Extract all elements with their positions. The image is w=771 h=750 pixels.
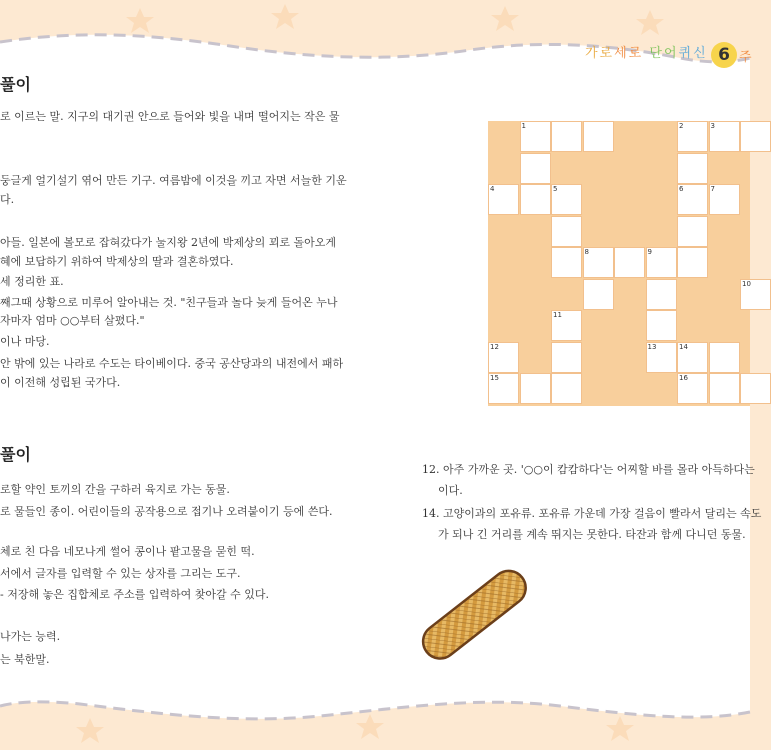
clue-line: - 저장해 놓은 집합체로 주소를 입력하여 찾아갈 수 있다.	[0, 588, 269, 601]
worksheet-title	[585, 42, 708, 61]
clue-line: 이다.	[438, 484, 463, 497]
grid-cell[interactable]	[551, 216, 582, 247]
grid-cell[interactable]	[740, 279, 771, 310]
clue-line: 로 물들인 종이. 어린이들의 공작용으로 접기나 오려붙이기 등에 쓴다.	[0, 505, 333, 518]
cell-number: 13	[647, 342, 657, 351]
title-part: 세로	[614, 46, 644, 61]
clue-line: 나가는 능력.	[0, 630, 61, 643]
clue-line: 이나 마당.	[0, 335, 50, 348]
cell-number: 16	[679, 374, 688, 382]
clue-line: 는 북한말.	[0, 653, 50, 666]
grid-cell[interactable]	[551, 247, 582, 278]
clue-line: 로할 약인 토끼의 간을 구하러 육지로 가는 동물.	[0, 483, 230, 496]
grid-cell[interactable]	[488, 342, 519, 373]
clue-14	[422, 507, 761, 521]
cell-number: 4	[490, 185, 495, 193]
grid-cell[interactable]	[583, 121, 614, 152]
clue-line: 서에서 글자를 입력할 수 있는 상자를 그리는 도구.	[0, 567, 241, 580]
grid-cell[interactable]	[677, 373, 708, 404]
clue-line: 로 이르는 말. 지구의 대기권 안으로 들어와 빛을 내며 떨어지는 작은 물	[0, 110, 340, 123]
crossword-grid	[488, 121, 750, 406]
down-section-title: 풀이	[0, 445, 31, 464]
grid-cell[interactable]	[740, 373, 771, 404]
cell-number: 12	[490, 342, 499, 351]
grid-cell[interactable]	[488, 373, 519, 404]
grid-cell[interactable]	[709, 373, 740, 404]
clue-12	[422, 463, 755, 477]
title-part: 단어	[649, 46, 679, 61]
grid-cell[interactable]	[551, 373, 582, 404]
grid-cell[interactable]	[646, 342, 677, 373]
clue-text: 고양이과의 포유류. 포유류 가운데 가장 걸음이 빨라서 달리는 속도	[443, 507, 762, 520]
cell-number: 7	[710, 185, 715, 193]
cell-number: 3	[710, 122, 715, 130]
clue-line: 이 이전해 성립된 국가다.	[0, 376, 121, 389]
grid-cell[interactable]	[677, 184, 708, 215]
cell-number: 6	[679, 185, 684, 193]
grid-cell[interactable]	[551, 121, 582, 152]
clue-number: 12.	[422, 463, 440, 476]
week-label: 주	[739, 50, 752, 65]
clue-line: 세 정리한 표.	[0, 275, 64, 288]
grid-cell[interactable]	[709, 342, 740, 373]
cell-number: 2	[679, 122, 684, 130]
clue-line: 아들. 일본에 볼모로 잡혀갔다가 눌지왕 2년에 박제상의 꾀로 돌아오게	[0, 236, 336, 249]
clue-line: 째그때 상황으로 미루어 알아내는 것. "친구들과 놀다 늦게 들어온 누나	[0, 296, 338, 309]
cell-number: 15	[490, 374, 499, 382]
clue-text: 아주 가까운 곳. '○○이 캄캄하다'는 어찌할 바를 몰라 아득하다는	[443, 463, 755, 476]
grid-cell[interactable]	[709, 121, 740, 152]
bamboo-mat-illustration	[412, 560, 537, 670]
grid-cell[interactable]	[551, 184, 582, 215]
grid-cell[interactable]	[740, 121, 771, 152]
clue-line: 가 되나 긴 거리를 계속 뛰지는 못한다. 타잔과 함께 다니던 동물.	[438, 528, 746, 541]
grid-cell[interactable]	[583, 247, 614, 278]
grid-cell[interactable]	[677, 247, 708, 278]
clue-line: 체로 친 다음 네모나게 썰어 콩이나 팥고물을 묻힌 떡.	[0, 545, 255, 558]
clue-line: 둥글게 얼기설기 엮어 만든 기구. 여름밤에 이것을 끼고 자면 서늘한 기운	[0, 174, 347, 187]
grid-cell[interactable]	[646, 279, 677, 310]
clue-line: 자마자 엄마 ○○부터 살폈다."	[0, 314, 145, 327]
title-part: 퀴신	[678, 46, 708, 61]
grid-cell[interactable]	[520, 184, 551, 215]
grid-cell[interactable]	[488, 184, 519, 215]
across-section-title: 풀이	[0, 75, 31, 94]
grid-cell[interactable]	[677, 121, 708, 152]
grid-cell[interactable]	[551, 342, 582, 373]
grid-cell[interactable]	[677, 153, 708, 184]
cell-number: 10	[742, 279, 751, 288]
grid-cell[interactable]	[583, 279, 614, 310]
grid-cell[interactable]	[614, 247, 645, 278]
grid-cell[interactable]	[677, 342, 708, 373]
clue-number: 14.	[422, 507, 440, 520]
clue-line: 혜에 보답하기 위하여 박제상의 딸과 결혼하였다.	[0, 255, 234, 268]
grid-cell[interactable]	[646, 247, 677, 278]
grid-cell[interactable]	[677, 216, 708, 247]
cell-number: 9	[647, 248, 652, 256]
title-part: 가로	[585, 46, 615, 61]
cell-number: 11	[553, 311, 562, 319]
clue-line: 안 밖에 있는 나라로 수도는 타이베이다. 중국 공산당과의 내전에서 패하	[0, 357, 344, 370]
cell-number: 8	[584, 248, 589, 256]
clue-line: 다.	[0, 193, 15, 206]
grid-cell[interactable]	[709, 184, 740, 215]
grid-cell[interactable]	[646, 310, 677, 341]
cell-number: 1	[521, 122, 526, 130]
cell-number: 14	[679, 342, 688, 351]
grid-cell[interactable]	[551, 310, 582, 341]
week-badge: 6	[711, 42, 737, 68]
grid-cell[interactable]	[520, 153, 551, 184]
grid-cell[interactable]	[520, 373, 551, 404]
cell-number: 5	[553, 185, 558, 193]
grid-cell[interactable]	[520, 121, 551, 152]
